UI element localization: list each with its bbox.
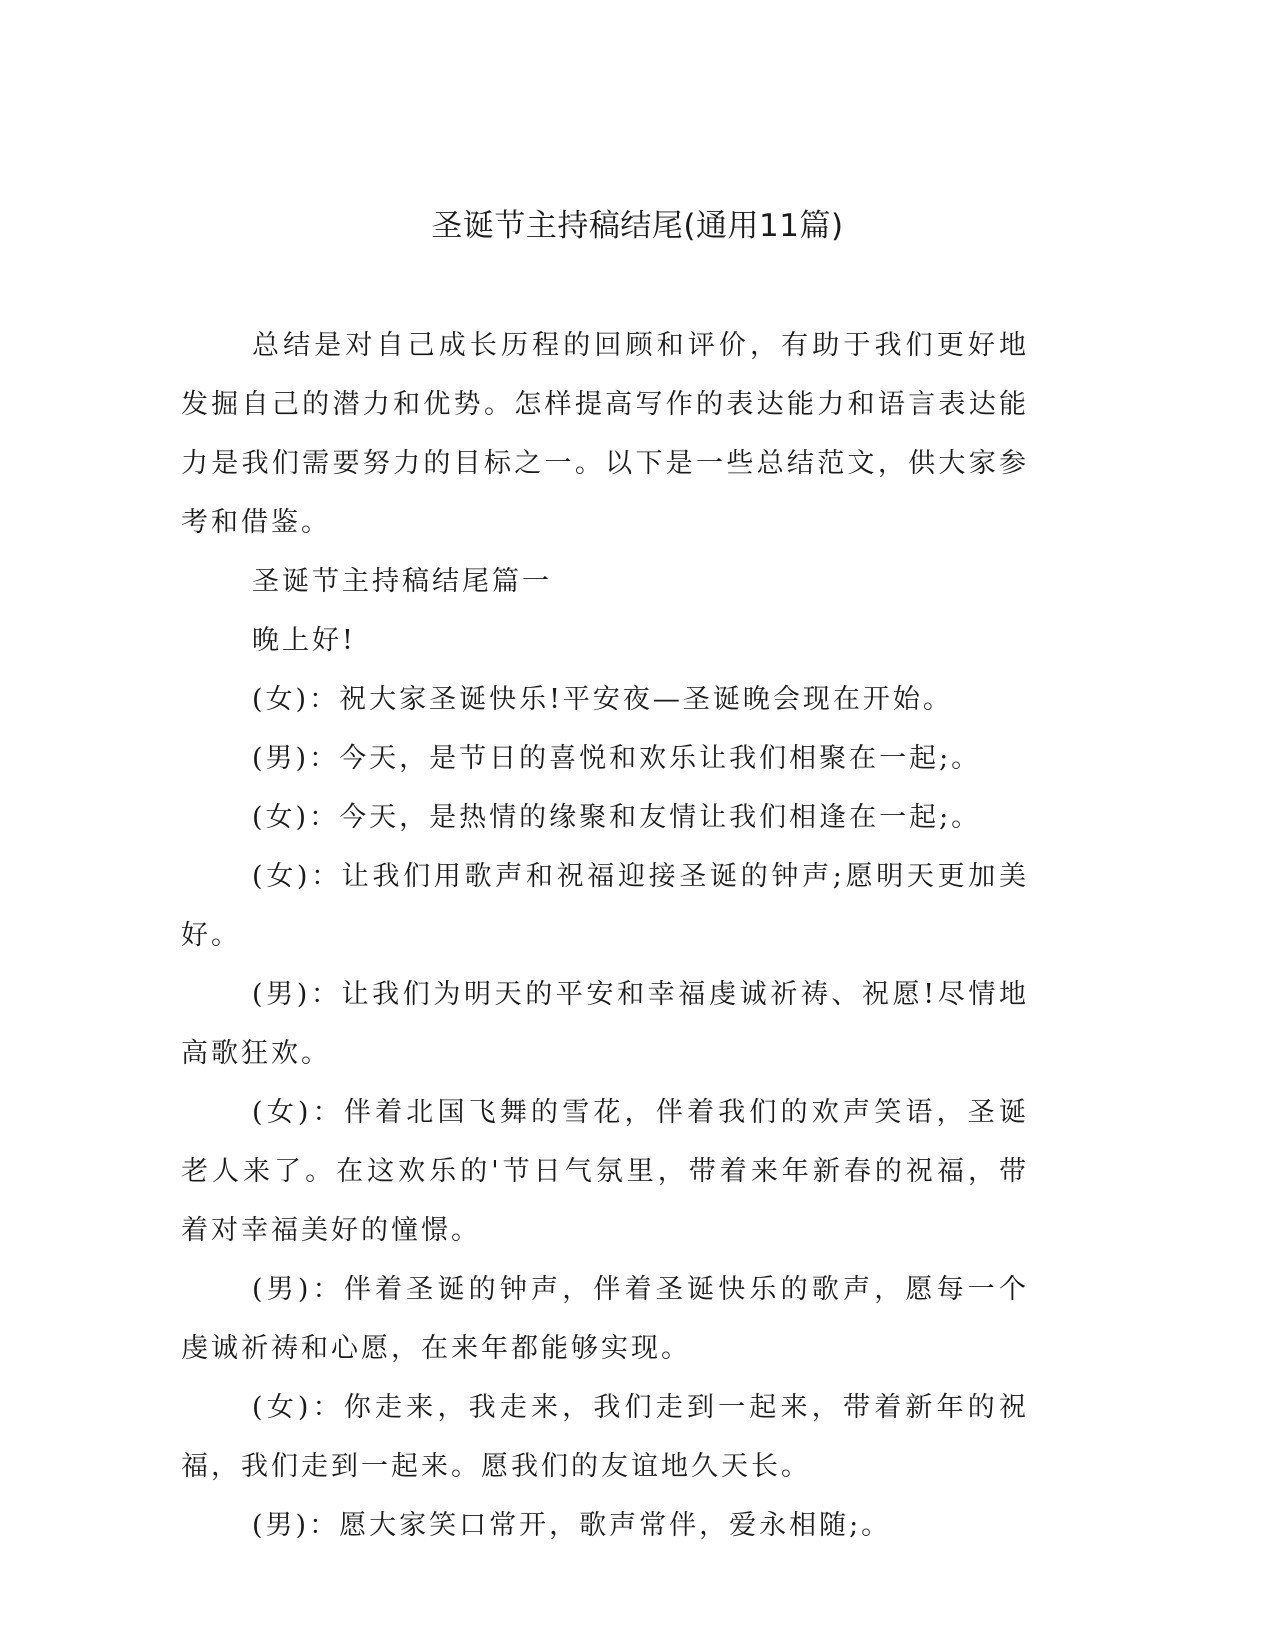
document-body xyxy=(181,316,1029,1555)
dialogue-line: (男)：伴着圣诞的钟声，伴着圣诞快乐的歌声，愿每一个虔诚祈祷和心愿，在来年都能够实现。 xyxy=(181,1274,1029,1364)
dialogue-line: (男)：今天，是节日的喜悦和欢乐让我们相聚在一起;。 xyxy=(252,743,982,774)
greeting-line: 晚上好! xyxy=(252,625,356,656)
dialogue-line: (女)：祝大家圣诞快乐!平安夜—圣诞晚会现在开始。 xyxy=(252,684,953,715)
dialogue-line: (女)：让我们用歌声和祝福迎接圣诞的钟声;愿明天更加美好。 xyxy=(181,861,1029,951)
dialogue-line: (女)：伴着北国飞舞的雪花，伴着我们的欢声笑语，圣诞老人来了。在这欢乐的'节日气氛里，带着来年新春的祝福，带着对幸福美好的憧憬。 xyxy=(181,1097,1029,1246)
dialogue-line: (男)：愿大家笑口常开，歌声常伴，爱永相随;。 xyxy=(252,1510,892,1541)
dialogue-line: (女)：你走来，我走来，我们走到一起来，带着新年的祝福，我们走到一起来。愿我们的友谊地久天长。 xyxy=(181,1392,1029,1482)
dialogue-line: (男)：让我们为明天的平安和幸福虔诚祈祷、祝愿!尽情地高歌狂欢。 xyxy=(181,979,1029,1069)
intro-paragraph: 总结是对自己成长历程的回顾和评价，有助于我们更好地发掘自己的潜力和优势。怎样提高写作的表达能力和语言表达能力是我们需要努力的目标之一。以下是一些总结范文，供大家参考和借鉴。 xyxy=(181,330,1029,538)
section-heading: 圣诞节主持稿结尾篇一 xyxy=(252,566,552,597)
dialogue-line: (女)：今天，是热情的缘聚和友情让我们相逢在一起;。 xyxy=(252,802,982,833)
document-title: 圣诞节主持稿结尾(通用11篇) xyxy=(431,208,844,244)
